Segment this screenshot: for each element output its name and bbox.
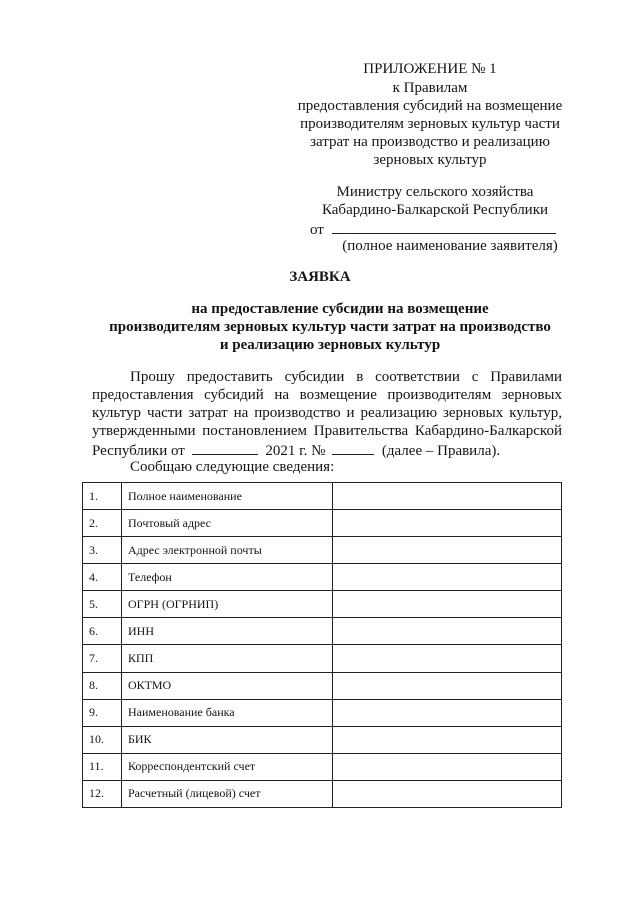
- row-value-field[interactable]: [333, 591, 562, 618]
- body-line: Сообщаю следующие сведения:: [130, 459, 335, 475]
- row-value-field[interactable]: [333, 483, 562, 510]
- row-number: 10.: [83, 726, 122, 753]
- applicant-name-field[interactable]: [332, 219, 556, 234]
- form-title: ЗАЯВКА: [289, 269, 351, 285]
- row-label: Корреспондентский счет: [122, 753, 333, 780]
- table-row: [83, 699, 562, 726]
- appendix-line: предоставления субсидий на возмещение: [297, 98, 563, 114]
- row-number: 2.: [83, 510, 122, 537]
- row-label: Наименование банка: [122, 699, 333, 726]
- row-number: 11.: [83, 753, 122, 780]
- table-row: [83, 672, 562, 699]
- table-row: [83, 780, 562, 807]
- form-subtitle-line: на предоставление субсидии на возмещение: [191, 301, 489, 317]
- row-label: ОГРН (ОГРНИП): [122, 591, 333, 618]
- appendix-line: затрат на производство и реализацию: [310, 134, 550, 150]
- body-line: Прошу предоставить субсидии в соответствии с Правилами: [130, 369, 562, 385]
- table-row: [83, 483, 562, 510]
- row-value-field[interactable]: [333, 537, 562, 564]
- body-line: предоставления субсидий на возмещение производителям зерновых: [92, 387, 562, 403]
- row-value-field[interactable]: [333, 564, 562, 591]
- appendix-line: зерновых культур: [373, 152, 487, 168]
- table-row: [83, 618, 562, 645]
- body-text: (далее – Правила).: [381, 443, 501, 459]
- applicant-info-table: [82, 482, 562, 808]
- addressee-from: [310, 219, 556, 239]
- row-number: 5.: [83, 591, 122, 618]
- row-number: 4.: [83, 564, 122, 591]
- appendix-line: к Правилам: [392, 80, 468, 96]
- from-label: от: [310, 222, 324, 238]
- table-row: [83, 591, 562, 618]
- decree-date-field[interactable]: [192, 440, 258, 455]
- row-number: 7.: [83, 645, 122, 672]
- appendix-title: ПРИЛОЖЕНИЕ № 1: [363, 61, 497, 77]
- appendix-line: производителям зерновых культур части: [300, 116, 560, 132]
- row-label: Расчетный (лицевой) счет: [122, 780, 333, 807]
- row-value-field[interactable]: [333, 510, 562, 537]
- table-row: [83, 564, 562, 591]
- row-label: Телефон: [122, 564, 333, 591]
- row-number: 9.: [83, 699, 122, 726]
- body-line-date: [92, 440, 500, 460]
- row-number: 12.: [83, 780, 122, 807]
- row-value-field[interactable]: [333, 780, 562, 807]
- table-row: [83, 753, 562, 780]
- addressee-line: Кабардино-Балкарской Республики: [321, 202, 549, 218]
- table-row: [83, 645, 562, 672]
- row-value-field[interactable]: [333, 645, 562, 672]
- row-number: 3.: [83, 537, 122, 564]
- body-line: утвержденными постановлением Правительства Кабардино-Балкарской: [92, 423, 562, 439]
- row-value-field[interactable]: [333, 699, 562, 726]
- row-number: 1.: [83, 483, 122, 510]
- row-label: ОКТМО: [122, 672, 333, 699]
- table-row: [83, 537, 562, 564]
- row-number: 8.: [83, 672, 122, 699]
- row-value-field[interactable]: [333, 618, 562, 645]
- body-text: 2021 г. №: [265, 443, 326, 459]
- decree-number-field[interactable]: [332, 440, 374, 455]
- row-label: ИНН: [122, 618, 333, 645]
- addressee-line: Министру сельского хозяйства: [336, 184, 534, 200]
- row-number: 6.: [83, 618, 122, 645]
- row-label: Полное наименование: [122, 483, 333, 510]
- row-value-field[interactable]: [333, 753, 562, 780]
- row-label: Адрес электронной почты: [122, 537, 333, 564]
- table-row: [83, 726, 562, 753]
- row-label: КПП: [122, 645, 333, 672]
- form-subtitle-line: и реализацию зерновых культур: [219, 337, 441, 353]
- row-label: БИК: [122, 726, 333, 753]
- body-line: культур части затрат на производство и реализацию зерновых культур,: [92, 405, 562, 421]
- row-value-field[interactable]: [333, 672, 562, 699]
- form-subtitle-line: производителям зерновых культур части затрат на производство: [109, 319, 551, 335]
- table-row: [83, 510, 562, 537]
- from-caption: (полное наименование заявителя): [342, 238, 558, 254]
- row-value-field[interactable]: [333, 726, 562, 753]
- row-label: Почтовый адрес: [122, 510, 333, 537]
- body-text: Республики от: [92, 443, 185, 459]
